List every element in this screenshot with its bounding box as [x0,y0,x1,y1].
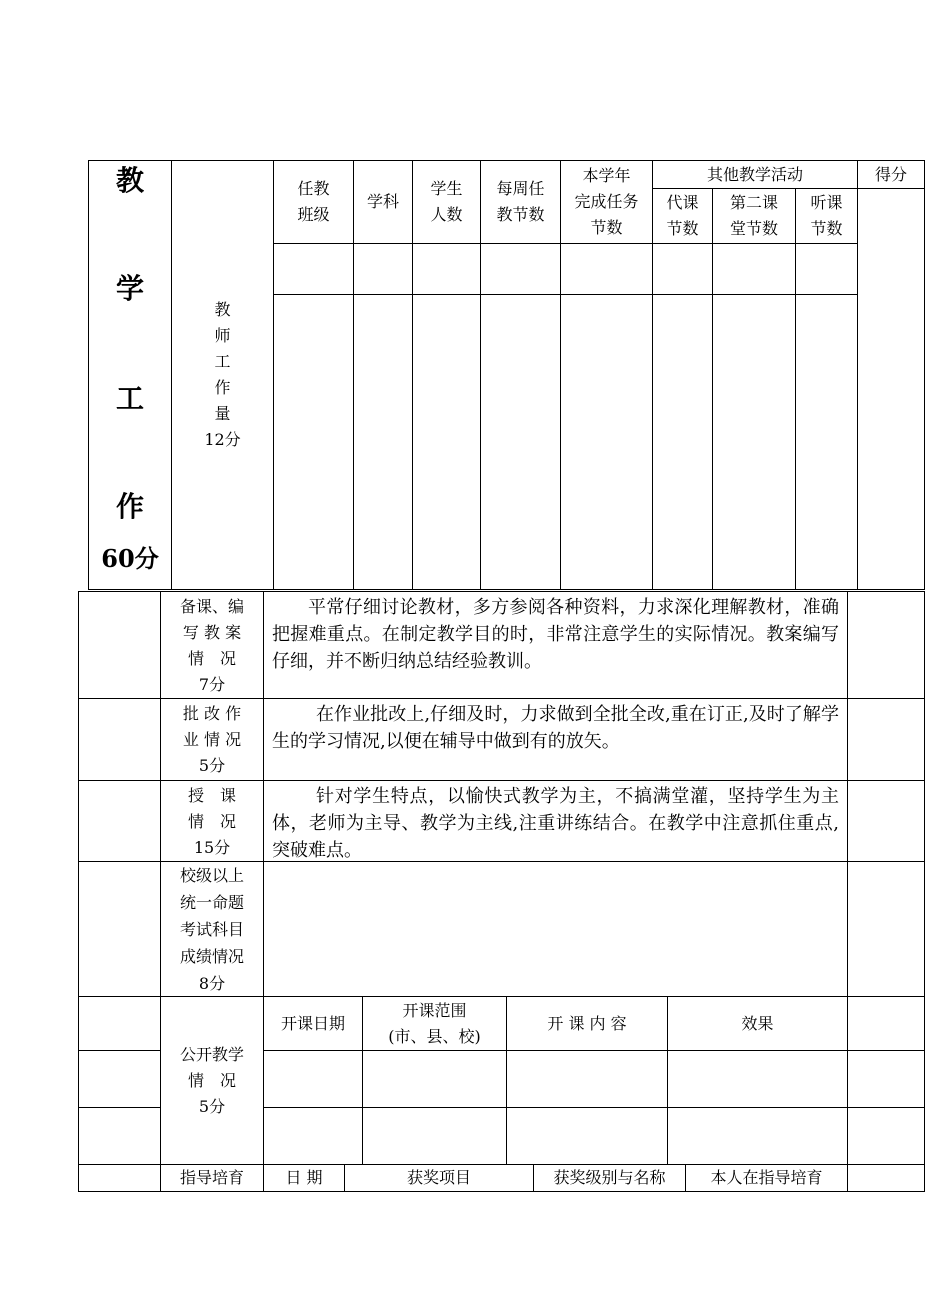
open-class-score-cell[interactable] [847,996,925,1051]
workload-cell[interactable] [712,294,796,590]
workload-label-line: 量 [214,404,231,423]
exam-content-cell[interactable] [263,861,848,997]
header-students: 学生 人数 [412,160,481,244]
homework-label-line: 5分 [198,756,226,775]
guidance-header-level: 获奖级别与名称 [533,1164,686,1192]
header-subject: 学科 [353,160,413,244]
exam-label-line: 统一命题 [179,893,244,912]
blank-left-cell [78,996,161,1051]
open-class-cell[interactable] [263,1050,363,1108]
lecture-label-line: 情 况 [187,812,236,831]
section-label-cell [88,160,172,590]
header-score: 得分 [857,160,925,189]
homework-score-cell[interactable] [847,698,925,781]
lecture-score-cell[interactable] [847,780,925,862]
score-cell[interactable] [857,188,925,590]
blank-left-cell [78,698,161,781]
header-second-class: 第二课 堂节数 [712,188,796,244]
open-class-cell[interactable] [362,1050,507,1108]
lecture-content: 针对学生特点，以愉快式教学为主，不搞满堂灌，坚持学生为主体，老师为主导、教学为主线,注重讲练结合。在教学中注意抓住重点,突破难点。 [263,780,848,862]
workload-cell[interactable] [480,243,561,295]
workload-cell[interactable] [652,294,713,590]
workload-label-line: 教 [214,300,231,319]
homework-content: 在作业批改上,仔细及时，力求做到全批全改,重在订正,及时了解学生的学习情况,以便在辅导中做到有的放矢。 [263,698,848,781]
guidance-header-role: 本人在指导培育 [685,1164,848,1192]
blank-left-cell [78,1164,161,1192]
workload-cell[interactable] [480,294,561,590]
open-class-label-line: 5分 [198,1096,226,1116]
workload-cell[interactable] [273,294,354,590]
workload-cell[interactable] [652,243,713,295]
guidance-label: 指导培育 [160,1164,264,1192]
header-weekly: 每周任 教节数 [480,160,561,244]
header-observe: 听课 节数 [795,188,858,244]
prep-label-line: 7分 [198,675,226,694]
open-class-cell[interactable] [667,1107,848,1165]
workload-label-line: 工 [214,352,231,371]
exam-label-line: 校级以上 [179,866,244,885]
open-class-header-date: 开课日期 [263,996,363,1051]
lecture-label-line: 授 课 [187,786,236,805]
workload-cell[interactable] [712,243,796,295]
open-class-score-cell[interactable] [847,1107,925,1165]
prep-label-line: 写 教 案 [182,623,242,642]
blank-left-cell [78,591,161,699]
workload-cell[interactable] [412,294,481,590]
prep-label [160,591,264,699]
workload-cell[interactable] [412,243,481,295]
open-class-header-effect: 效果 [667,996,848,1051]
workload-cell[interactable] [353,294,413,590]
prep-score-cell[interactable] [847,591,925,699]
workload-cell[interactable] [795,243,858,295]
open-class-header-content: 开 课 内 容 [506,996,668,1051]
section-char-3: 工 [115,382,144,415]
workload-cell[interactable] [353,243,413,295]
homework-label-line: 业 情 况 [182,730,242,749]
header-class: 任教 班级 [273,160,354,244]
exam-label-line: 成绩情况 [179,947,244,966]
exam-label-line: 考试科目 [179,920,244,939]
prep-content: 平常仔细讨论教材，多方参阅各种资料，力求深化理解教材，准确把握难重点。在制定教学目的时，非常注意学生的实际情况。教案编写仔细，并不断归纳总结经验教训。 [263,591,848,699]
workload-label [171,297,274,453]
blank-left-cell [78,1107,161,1165]
workload-cell[interactable] [273,243,354,295]
open-class-cell[interactable] [362,1107,507,1165]
guidance-score-cell[interactable] [847,1164,925,1192]
blank-left-cell [78,1050,161,1108]
guidance-header-date: 日 期 [263,1164,345,1192]
prep-label-line: 备课、编 [179,597,244,616]
open-class-cell[interactable] [506,1050,668,1108]
lecture-label-line: 15分 [193,838,231,857]
homework-label [160,698,264,781]
exam-label-line: 8分 [198,974,226,993]
open-class-cell[interactable] [667,1050,848,1108]
open-class-label [160,996,264,1165]
header-other-activities: 其他教学活动 [652,160,858,189]
section-char-4: 作 [115,490,144,523]
open-class-cell[interactable] [506,1107,668,1165]
exam-label [160,861,264,997]
workload-label-line: 师 [214,326,231,345]
section-char-1: 教 [115,164,144,197]
guidance-header-item: 获奖项目 [344,1164,534,1192]
section-score: 60分 [101,544,159,573]
workload-cell[interactable] [560,243,653,295]
exam-score-cell[interactable] [847,861,925,997]
homework-label-line: 批 改 作 [182,704,242,723]
prep-label-line: 情 况 [187,649,236,668]
section-char-2: 学 [115,272,144,305]
open-class-score-cell[interactable] [847,1050,925,1108]
workload-cell[interactable] [560,294,653,590]
blank-left-cell [78,861,161,997]
workload-label-line: 12分 [204,430,241,449]
open-class-cell[interactable] [263,1107,363,1165]
header-substitute: 代课 节数 [652,188,713,244]
open-class-header-scope: 开课范围 (市、县、校) [362,996,507,1051]
blank-left-cell [78,780,161,862]
workload-cell[interactable] [795,294,858,590]
open-class-label-line: 情 况 [187,1070,236,1090]
workload-label-line: 作 [214,378,231,397]
header-year-total: 本学年 完成任务 节数 [560,160,653,244]
open-class-label-line: 公开教学 [179,1044,244,1064]
lecture-label [160,780,264,862]
